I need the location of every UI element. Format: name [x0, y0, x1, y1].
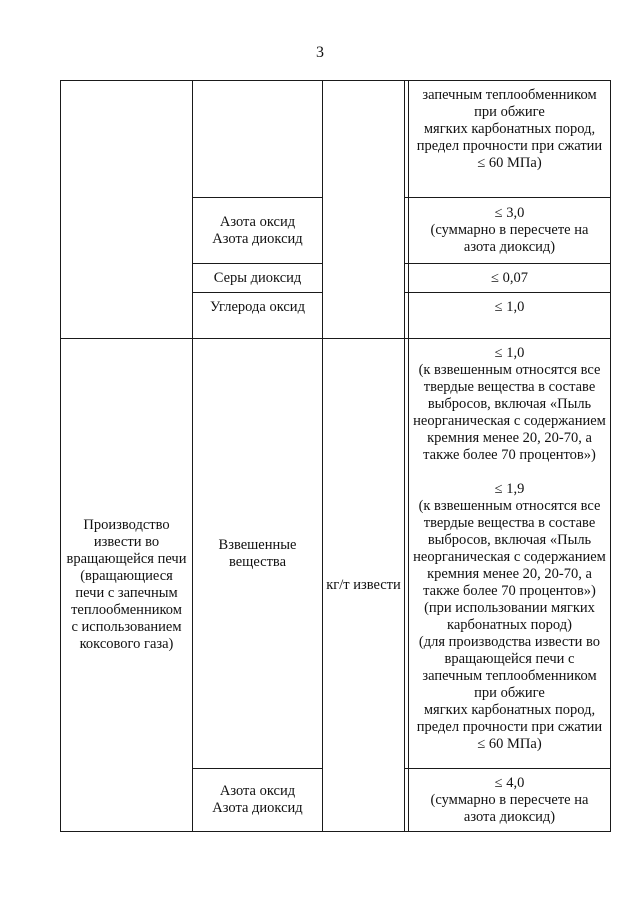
text-line: Азота диоксид	[212, 800, 303, 816]
limit-value-cell	[409, 345, 610, 765]
text-line: выбросов, включая «Пыль	[427, 396, 592, 412]
substance-cell	[193, 339, 322, 768]
limit-value-cell	[409, 87, 610, 197]
text-line: предел прочности при сжатии	[416, 719, 603, 735]
process-cell	[61, 339, 192, 831]
substance-cell	[193, 769, 322, 831]
text-line: (при использовании мягких	[424, 600, 595, 616]
text-line: ≤ 60 МПа)	[477, 155, 542, 171]
text-line: ≤ 0,07	[491, 269, 528, 286]
text-line: Азота оксид	[219, 783, 296, 799]
substance-cell	[193, 264, 322, 292]
text-line: предел прочности при сжатии	[416, 138, 603, 154]
text-line: неорганическая с содержанием	[413, 413, 606, 429]
text-line: карбонатных пород)	[447, 617, 572, 633]
text-line: (к взвешенным относятся все	[418, 362, 601, 378]
text-line: Азота диоксид	[212, 230, 303, 247]
text-line: коксового газа)	[79, 636, 174, 652]
text-line: теплообменником	[71, 602, 182, 618]
text-line: ≤ 3,0	[494, 205, 525, 221]
text-line: (к взвешенным относятся все	[418, 498, 601, 514]
text-line: при обжиге	[474, 104, 545, 120]
page-number: 3	[316, 44, 324, 61]
text-line: Производство	[83, 517, 170, 533]
column-divider-3a	[404, 80, 405, 832]
text-line: также более 70 процентов»)	[423, 583, 596, 599]
text-line: твердые вещества в составе	[423, 515, 596, 531]
unit-cell	[323, 339, 404, 831]
substance-cell	[193, 293, 322, 321]
text-line: также более 70 процентов»)	[423, 447, 596, 463]
text-line: выбросов, включая «Пыль	[427, 532, 592, 548]
text-line: с использованием	[71, 619, 182, 635]
text-line: ≤ 4,0	[494, 774, 525, 791]
text-line: Взвешенные	[218, 536, 297, 553]
table-border-top	[60, 80, 611, 81]
text-line: запечным теплообменником	[422, 87, 597, 103]
text-line: ≤ 60 МПа)	[477, 736, 542, 752]
text-line: твердые вещества в составе	[423, 379, 596, 395]
text-line: (суммарно в пересчете на	[430, 222, 589, 238]
text-line: азота диоксид)	[463, 239, 556, 255]
text-line: ≤ 1,0	[494, 298, 525, 315]
limit-value-cell	[409, 293, 610, 321]
text-line: кг/т извести	[326, 576, 401, 593]
substance-cell	[193, 198, 322, 263]
text-line: Серы диоксид	[213, 269, 302, 286]
text-line: Углерода оксид	[210, 298, 305, 315]
text-line: при обжиге	[474, 685, 545, 701]
table-border-bottom	[60, 831, 611, 832]
text-line: (вращающиеся	[80, 568, 173, 584]
table-border-right	[610, 80, 611, 832]
text-line: ≤ 1,0	[494, 345, 525, 361]
text-line: запечным теплообменником	[422, 668, 597, 684]
text-line: (для производства извести во	[418, 634, 601, 650]
text-line: азота диоксид)	[463, 808, 556, 825]
text-line: вращающейся печи с	[444, 651, 575, 667]
text-line: неорганическая с содержанием	[413, 549, 606, 565]
text-line: кремния менее 20, 20-70, а	[427, 566, 592, 582]
text-line: мягких карбонатных пород,	[423, 121, 596, 137]
text-line: вращающейся печи	[66, 551, 187, 567]
text-line: печи с запечным	[75, 585, 178, 601]
limit-value-cell	[409, 769, 610, 831]
text-line: Азота оксид	[219, 213, 296, 230]
text-line: вещества	[228, 553, 287, 570]
text-line: мягких карбонатных пород,	[423, 702, 596, 718]
limit-value-cell	[409, 198, 610, 263]
text-line: кремния менее 20, 20-70, а	[427, 430, 592, 446]
text-line: ≤ 1,9	[494, 481, 525, 497]
text-line: (суммарно в пересчете на	[430, 791, 589, 808]
limit-value-cell	[409, 264, 610, 292]
text-line: извести во	[93, 534, 160, 550]
